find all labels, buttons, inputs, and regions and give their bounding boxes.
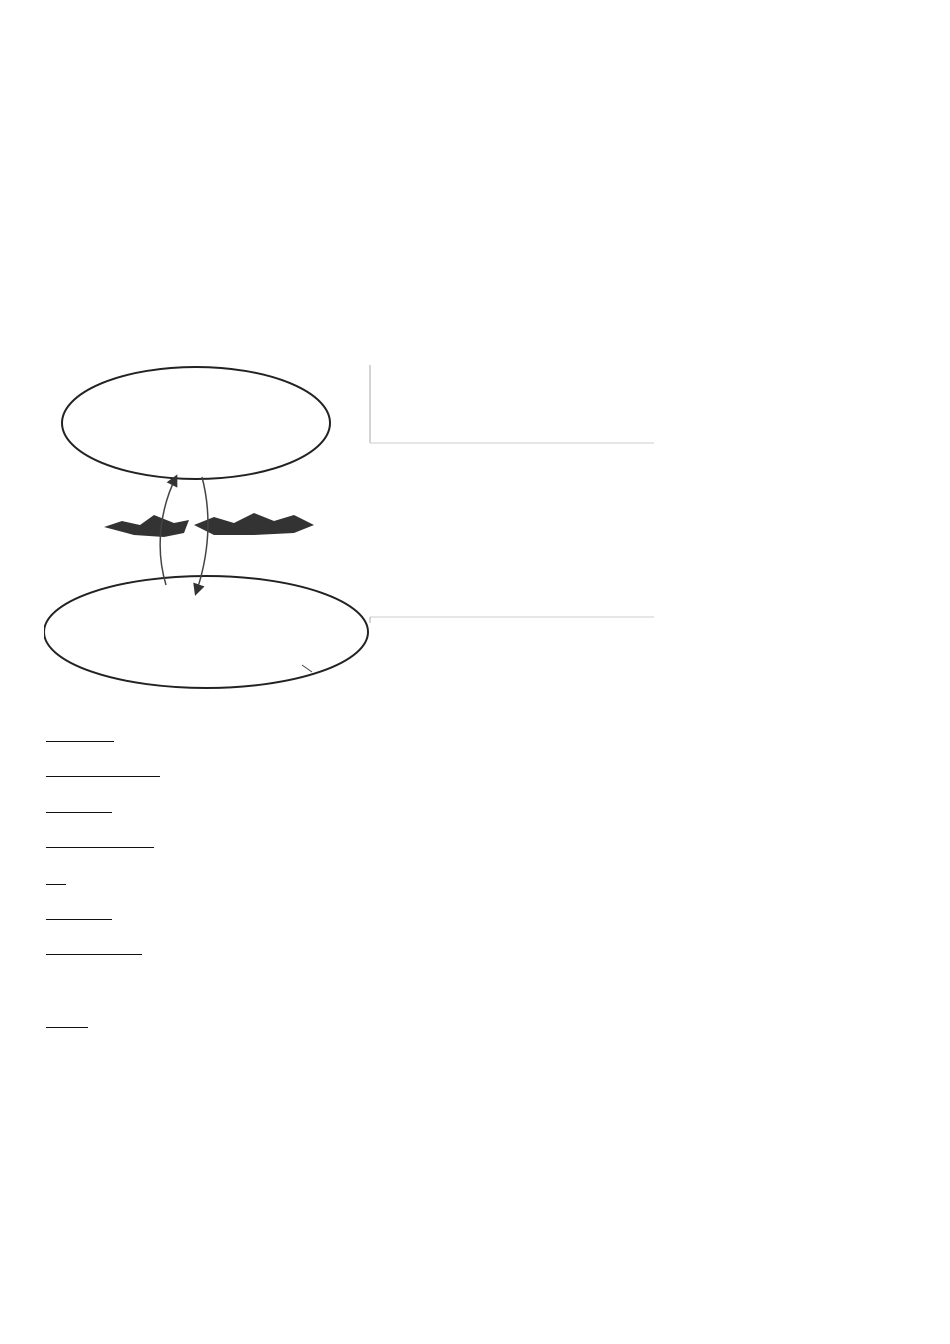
- q7-sub4: [46, 905, 112, 925]
- answer-blank[interactable]: [46, 798, 112, 813]
- answer-blank[interactable]: [76, 940, 142, 955]
- answer-blank[interactable]: [46, 1013, 88, 1028]
- answer-blank[interactable]: [112, 833, 154, 848]
- q7-sub1: [46, 727, 114, 747]
- answer-blank[interactable]: [46, 905, 112, 920]
- figure-2: [368, 365, 656, 625]
- q7-sub3-cont: [46, 870, 66, 890]
- q7-sub4-cont: [46, 940, 142, 960]
- barrier-right: [194, 513, 314, 535]
- answer-blank[interactable]: [46, 833, 112, 848]
- boundary-pointer: [302, 665, 312, 672]
- answer-blank[interactable]: [46, 762, 104, 777]
- population-2-ellipse: [44, 576, 368, 688]
- barrier-left: [104, 515, 189, 537]
- q7-sub2: [46, 762, 160, 782]
- q7-sub5-cont: [46, 1013, 88, 1033]
- answer-blank[interactable]: [46, 940, 76, 955]
- figure-1: [44, 365, 374, 705]
- population-1-ellipse: [62, 367, 330, 479]
- answer-blank[interactable]: [46, 870, 66, 885]
- q7-sub2-cont: [46, 798, 112, 818]
- q7-sub3: [46, 833, 154, 853]
- answer-blank[interactable]: [104, 762, 160, 777]
- answer-blank[interactable]: [46, 727, 114, 742]
